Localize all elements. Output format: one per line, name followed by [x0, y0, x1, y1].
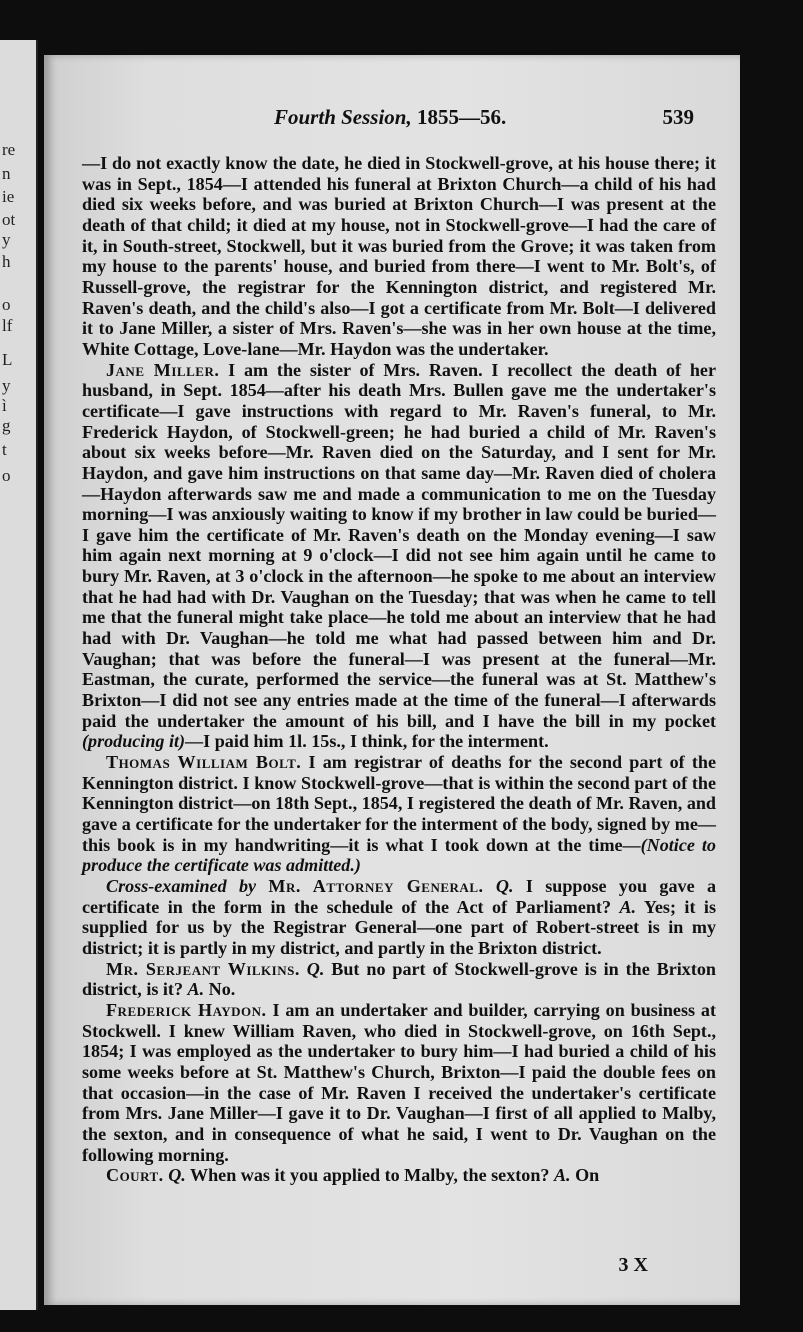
- adjacent-page-edge: [0, 40, 38, 1310]
- session-title: Fourth Session, 1855—56.: [274, 105, 507, 129]
- testimony-jane-miller: Jane Miller. I am the sister of Mrs. Raven. I recollect the death of her husband, in Sept. 1854—after his death Mrs. Bullen gave me the undertaker's certificate—I gave instructions with regard to Mr. Raven's funeral, to Mr. Frederick Haydon, of Stockwell-green; he had buried a child of Mr. Raven's about six weeks before—Mr. Raven died on the Saturday, and I sent for Mr. Haydon, and gave him instructions on that same day—Mr. Raven died of cholera—Haydon afterwards saw me and made a communication to me on the Tuesday morning—I was anxiously waiting to know if my brother in law could be buried—I gave him the certificate of Mr. Raven's death on the Monday evening—I saw him again next morning at 9 o'clock—I did not see him again until he came to bury Mr. Raven, at 3 o'clock in the afternoon—he spoke to me about an interview that he had had with Dr. Vaughan on the Tuesday; that was when he came to tell me that the funeral might take place—he told me about an interview that he had had with Dr. Vaughan—he told me what had passed between him and Dr. Vaughan; that was before the funeral—I was present at the funeral—Mr. Eastman, the curate, performed the service—the funeral was at St. Matthew's Brixton—I did not see any entries made at the time of the funeral—I afterwards paid the undertaker the amount of his bill, and I have the bill in my pocket (producing it)—I paid him 1l. 15s., I think, for the interment.: [82, 359, 716, 752]
- running-header: [274, 105, 694, 135]
- speaker-name: Thomas William Bolt.: [106, 752, 302, 773]
- testimony-frederick-haydon: Frederick Haydon. I am an undertaker and builder, carrying on business at Stockwell. I knew William Raven, who died in Stockwell-grove, on 16th Sept., 1854; I was employed as the undertaker to bury him—I had buried a child of his some weeks before at St. Matthew's Church, Brixton—I paid the double fees on that occasion—in the case of Mr. Raven I received the undertaker's certificate from Mrs. Jane Miller—I gave it to Dr. Vaughan—I first of all applied to Malby, the sexton, and in consequence of what he said, I went to Dr. Vaughan on the following morning.: [82, 999, 716, 1165]
- page-body: [82, 153, 716, 1186]
- question-serjeant-wilkins: Mr. Serjeant Wilkins. Q. But no part of Stockwell-grove is in the Brixton district, is it? A. No.: [82, 958, 716, 1000]
- question-court: Court. Q. When was it you applied to Malby, the sexton? A. On: [106, 1165, 600, 1186]
- margin-fragment: h: [2, 252, 11, 271]
- signature-mark: 3 X: [618, 1254, 648, 1276]
- margin-fragment: o: [2, 466, 11, 485]
- page-number: 539: [662, 105, 694, 129]
- margin-fragment: lf: [2, 316, 13, 335]
- margin-fragment: y: [2, 376, 11, 395]
- testimony-thomas-bolt: Thomas William Bolt. I am registrar of deaths for the second part of the Kennington district. I know Stockwell-grove—that is within the second part of the Kennington district—on 18th Sept., 1854, I registered the death of Mr. Raven, and gave a certificate for the undertaker for the interment of the body, signed by me—this book is in my handwriting—it is what I took down at the time—(Notice to produce the certificate was admitted.): [82, 752, 717, 876]
- margin-fragment: re: [2, 140, 16, 159]
- book-page: [44, 55, 740, 1305]
- paragraph-continuation: —I do not exactly know the date, he died in Stockwell-grove, at his house there; it was in Sept., 1854—I attended his funeral at Brixton Church—a child of his had died six weeks before, and was buried at Brixton Church—I was present at the death of that child; it died at my house, not in Stockwell-grove—I had the care of it, in South-street, Stockwell, but it was buried from the Grove; it was taken from my house to the parents' house, and buried from there—I went to Mr. Bolt's, of Russell-grove, the registrar for the Kennington district, and registered Mr. Raven's death, and the child's also—I got a certificate from Mr. Bolt—I delivered it to Jane Miller, a sister of Mrs. Raven's—she was in her own house at the time, White Cottage, Love-lane—Mr. Haydon was the undertaker.: [82, 153, 716, 359]
- speaker-name: Jane Miller.: [106, 359, 220, 380]
- margin-fragment: ot: [2, 210, 16, 229]
- margin-fragment: ì: [2, 396, 7, 415]
- speaker-name: Court.: [106, 1165, 164, 1186]
- speaker-name: Mr. Serjeant Wilkins.: [106, 958, 300, 979]
- margin-fragment: n: [2, 164, 11, 183]
- speaker-name: Mr. Attorney General.: [268, 875, 484, 896]
- cross-examination: Cross-examined by Mr. Attorney General. Q. I suppose you gave a certificate in the form in the schedule of the Act of Parliament? A. Yes; it is supplied for us by the Registrar General—one part of Robert-street is in my district; it is partly in my district, and partly in the Brixton district.: [82, 875, 716, 958]
- margin-fragment: L: [2, 350, 13, 369]
- margin-fragment: g: [2, 416, 11, 435]
- margin-fragment: y: [2, 230, 11, 249]
- margin-fragment: t: [2, 440, 7, 459]
- speaker-name: Frederick Haydon.: [106, 999, 267, 1020]
- margin-fragment: o: [2, 295, 11, 314]
- margin-fragment: ie: [2, 187, 15, 206]
- session-years: 1855—56.: [416, 105, 507, 129]
